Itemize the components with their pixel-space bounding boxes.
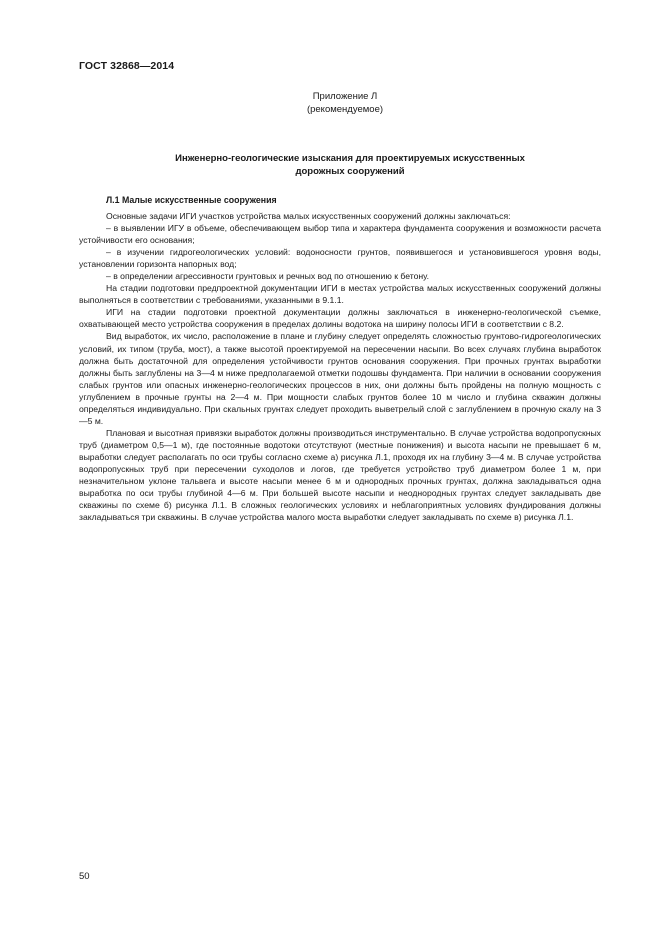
paragraph: Вид выработок, их число, расположение в плане и глубину следует определять сложностью грунтово-гидрогеологических условий, их типом (труба, мост), а также высотой проектируемой на пересечении насыпи. Во всех случаях глубина выработок должна быть достаточной для определения устойчивости грунтов основания сооружения. При прочных грунтах выработки должны быть заглублены на 3—4 м ниже предполагаемой отметки подошвы фундамента. При наличии в основании сооружения слабых грунтов или опасных инженерно-геологических процессов в них, они должны быть пройдены на полную мощность с углублением в прочные грунты на 2—4 м. При мощности слабых грунтов более 10 м число и глубина скважин должны определяться индивидуально. При скальных грунтах следует проходить выветрелый слой с заглублением в прочную скалу на 3—5 м. — [79, 331, 601, 426]
paragraph: Плановая и высотная привязки выработок должны производиться инструментально. В случае устройства водопропускных труб (диаметром 0,5—1 м), где постоянные водотоки отсутствуют (местные понижения) и высота насыпи не превышает 6 м, выработки следует располагать по оси трубы согласно схеме а) рисунка Л.1, проходя их на глубину 3—4 м. В случае устройства водопропускных труб при пересечении суходолов и логов, где требуется устройство труб диаметром более 1 м, при незначительном уклоне тальвега и высоте насыпи менее 6 м и однородных прочных грунтах, должна закладываться одна выработка по оси трубы глубиной 4—6 м. При большей высоте насыпи и неоднородных грунтах следует закладывать две скважины по схеме б) рисунка Л.1. В сложных геологических условиях и неблагоприятных условиях фундирования должны закладываться три скважины. В случае устройства малого моста выработки следует закладывать по схеме в) рисунка Л.1. — [79, 427, 601, 523]
document-code: ГОСТ 32868—2014 — [79, 60, 175, 72]
appendix-title-line-2: дорожных сооружений — [295, 165, 405, 177]
page-number: 50 — [79, 871, 90, 882]
appendix-status: (рекомендуемое) — [306, 103, 384, 115]
section-body — [79, 210, 601, 523]
appendix-title-line-1: Инженерно-геологические изыскания для проектируемых искусственных — [175, 153, 525, 164]
paragraph: Основные задачи ИГИ участков устройства малых искусственных сооружений должны заключаться: — [106, 211, 511, 221]
appendix-heading — [280, 91, 410, 116]
appendix-title — [110, 153, 590, 178]
paragraph: ИГИ на стадии подготовки проектной документации должны заключаться в инженерно-геологической съемке, охватывающей место устройства сооружения в пределах долины водотока на ширину полосы ИГИ в соответствии с 8.2. — [79, 307, 601, 330]
paragraph: На стадии подготовки предпроектной документации ИГИ в местах устройства малых искусственных сооружений должны выполняться в соответствии с требованиями, указанными в 9.1.1. — [79, 283, 601, 306]
list-item: – в выявлении ИГУ в объеме, обеспечивающем выбор типа и характера фундамента сооружения и возможности расчета устойчивости его основания; — [79, 223, 601, 246]
list-item: – в изучении гидрогеологических условий: водоносности грунтов, появившегося и установившегося уровня воды, установлении горизонта напорных вод; — [79, 247, 601, 270]
appendix-label: Приложение Л — [312, 91, 378, 102]
section-heading: Л.1 Малые искусственные сооружения — [106, 195, 277, 205]
list-item: – в определении агрессивности грунтовых и речных вод по отношению к бетону. — [106, 271, 429, 282]
